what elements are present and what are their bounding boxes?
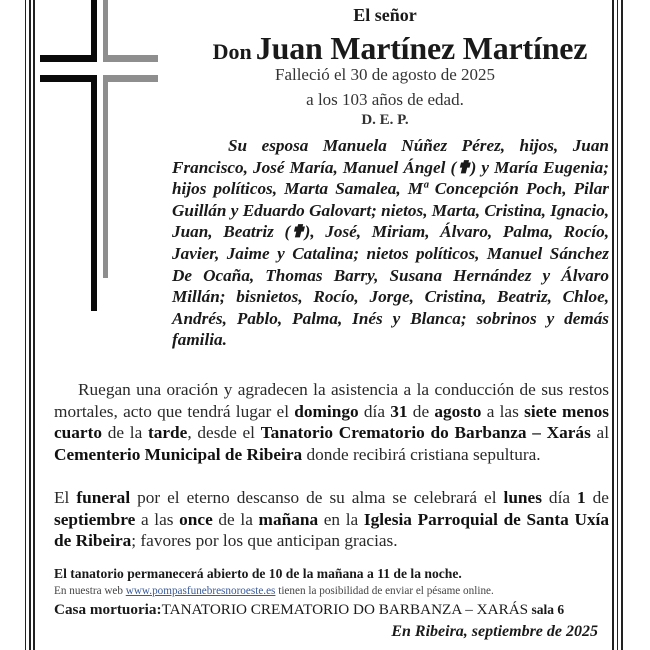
name-full: Juan Martínez Martínez — [255, 30, 588, 66]
funeral-home-name: TANATORIO CREMATORIO DO BARBANZA – XARÁS — [161, 601, 529, 618]
cross-gray-lower-arm — [103, 75, 158, 82]
family-list — [172, 135, 609, 351]
cross-gray-upper-vertical — [103, 0, 108, 62]
signoff: En Ribeira, septiembre de 2025 — [391, 623, 598, 640]
right-border-inner — [612, 0, 614, 650]
cross-black-lower-vertical — [91, 75, 97, 311]
cross-black-lower-arm — [40, 75, 97, 82]
death-date: Falleció el 30 de agosto de 2025 — [274, 65, 495, 84]
family-text: Su esposa Manuela Núñez Pérez, hijos, Juan Francisco, José María, Manuel Ángel (✟) y María Eugenia; hijos políticos, Marta Samalea, Mª Concepción Poch, Pilar Guillán y Eduardo Galovart; nietos, Marta, Cristina, Ignacio, Juan, Beatriz (✟), José, Miriam, Álvaro, Palma, Rocío, Javier, Jaime y Catalina; nietos políticos, Manuel Sánchez De Ocaña, Thomas Barry, Susana Hernández y Álvaro Millán; bisnietos, Rocío, Jorge, Cristina, Beatriz, Chloe, Andrés, Pablo, Palma, Inés y Blanca; sobrinos y demás familia. — [172, 136, 609, 350]
cross-gray-lower-vertical — [103, 75, 108, 278]
funeral-paragraph: El funeral por el eterno descanso de su alma se celebrará el lunes día 1 de septiembre a las once de la mañana en la Iglesia Parroquial de Santa Uxía de Ribeira; favores por los que anticipan gracias. — [54, 488, 610, 551]
age-line: a los 103 años de edad. — [306, 90, 464, 109]
cross-gray-upper-arm — [103, 55, 158, 62]
honorific: El señor — [353, 5, 417, 25]
left-border-mid — [29, 0, 31, 650]
ceremony-paragraph: Ruegan una oración y agradecen la asistencia a la conducción de sus restos mortales, acto que tendrá lugar el domingo día 31 de agosto a las siete menos cuarto de la tarde, desde el Tanatorio Crematorio do Barbanza – Xarás al Cementerio Municipal de Ribeira donde recibirá cristiana sepultura. — [54, 380, 610, 464]
funeral-home-line — [54, 601, 564, 619]
website-link[interactable]: www.pompasfunebresnoroeste.es — [125, 585, 276, 597]
right-border-outer — [621, 0, 623, 650]
cross-black-upper-arm — [40, 55, 97, 62]
hours-note: El tanatorio permanecerá abierto de 10 de la mañana a 11 de la noche. — [54, 566, 462, 581]
deceased-name — [180, 30, 620, 67]
web-note: En nuestra web www.pompasfunebresnoroeste.es tienen la posibilidad de enviar el pésame online. — [54, 585, 494, 597]
cross-black-upper-vertical — [91, 0, 97, 62]
rip-line: D. E. P. — [361, 112, 409, 128]
left-border-outer — [25, 0, 26, 650]
left-border-inner — [33, 0, 35, 650]
funeral-home-label: Casa mortuoria: — [54, 601, 162, 618]
funeral-home-room: sala 6 — [528, 602, 565, 617]
right-border-mid — [617, 0, 618, 650]
name-prefix: Don — [212, 39, 252, 64]
